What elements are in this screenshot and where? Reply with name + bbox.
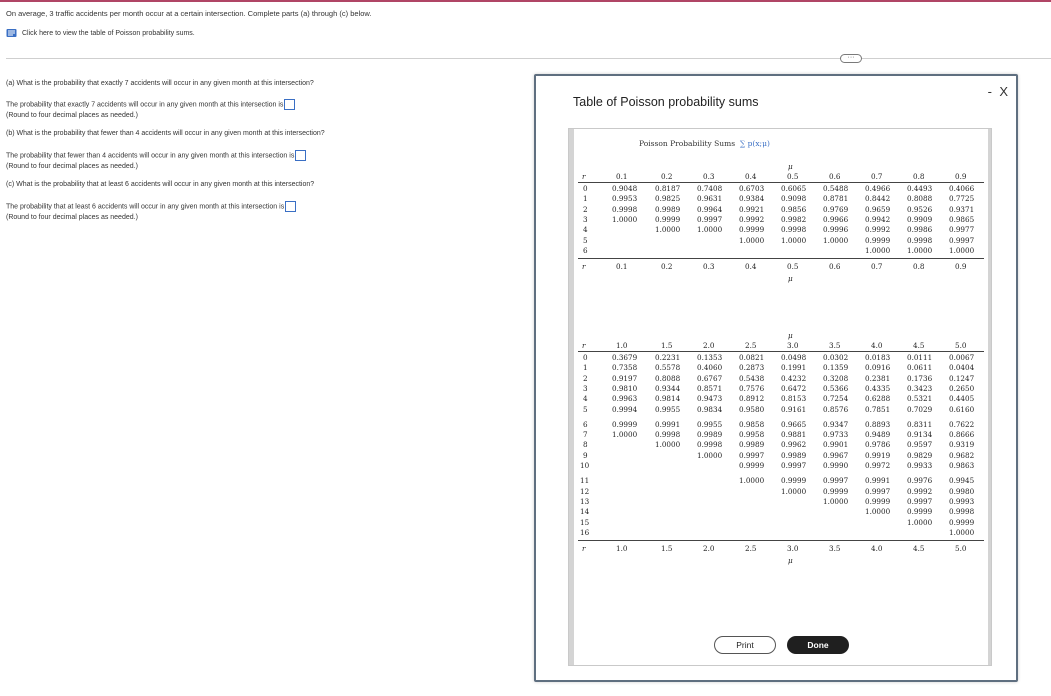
mu-column-footer: 5.0: [955, 544, 967, 554]
probability-cell: 0.2873: [739, 363, 765, 373]
mu-column-header: 0.1: [616, 172, 628, 181]
probability-cell: 0.9982: [781, 214, 807, 224]
probability-cell: 0.9858: [739, 419, 765, 429]
header-rule: [578, 351, 984, 352]
probability-cell: 0.9733: [823, 430, 849, 440]
probability-cell: 0.0067: [949, 353, 975, 362]
mu-column-footer: 0.8: [913, 262, 925, 272]
probability-cell: 0.9786: [865, 440, 891, 450]
mu-column-header: 3.5: [829, 341, 841, 350]
probability-cell: 1.0000: [823, 235, 849, 245]
mu-column-footer: 2.0: [703, 544, 715, 554]
probability-cell: 0.9989: [655, 204, 681, 214]
probability-cell: 0.9997: [739, 450, 765, 460]
probability-cell: 0.0498: [781, 353, 807, 362]
probability-cell: 1.0000: [907, 517, 933, 527]
row-label-r: 3: [583, 383, 588, 393]
mu-column-footer: 3.5: [829, 544, 841, 554]
probability-cell: 0.9098: [781, 194, 807, 204]
probability-cell: 0.1247: [949, 373, 975, 383]
probability-cell: 0.7851: [865, 404, 891, 414]
probability-cell: 0.9997: [781, 461, 807, 470]
probability-cell: 0.9999: [865, 235, 891, 245]
probability-cell: 1.0000: [697, 225, 723, 235]
probability-cell: 0.9977: [949, 225, 975, 235]
mu-column-footer: 0.4: [745, 262, 757, 272]
mu-column-footer: 0.9: [955, 262, 967, 272]
probability-cell: 0.0611: [907, 363, 933, 373]
probability-cell: 0.0302: [823, 353, 849, 362]
mu-column-footer: 1.0: [616, 544, 628, 554]
probability-cell: 0.9526: [907, 204, 933, 214]
probability-cell: 0.9659: [865, 204, 891, 214]
probability-cell: 0.9998: [697, 440, 723, 450]
probability-cell: 0.2381: [865, 373, 891, 383]
row-label-r: 8: [583, 440, 588, 450]
probability-cell: 0.9997: [823, 476, 849, 486]
probability-cell: 0.9580: [739, 404, 765, 414]
probability-cell: 0.3208: [823, 373, 849, 383]
probability-cell: 0.8893: [865, 419, 891, 429]
question-c-answer: [6, 201, 296, 212]
probability-cell: 0.6288: [865, 394, 891, 404]
probability-cell: 0.9999: [781, 476, 807, 486]
r-header: r: [582, 341, 586, 350]
question-b-answer-text: The probability that fewer than 4 accidents will occur in any given month at this intersection is: [6, 152, 295, 160]
question-a-answer: [6, 99, 295, 110]
section-divider: [6, 58, 1051, 59]
probability-cell: 1.0000: [865, 245, 891, 255]
probability-cell: 0.9962: [781, 440, 807, 450]
top-accent-line: [0, 0, 1051, 2]
header-rule: [578, 182, 984, 183]
probability-cell: 0.0404: [949, 363, 975, 373]
probability-cell: 0.8088: [655, 373, 681, 383]
mu-column-header: 0.6: [829, 172, 841, 181]
answer-input-a[interactable]: [284, 99, 295, 110]
probability-cell: 0.9901: [823, 440, 849, 450]
probability-cell: 0.8088: [907, 194, 933, 204]
probability-cell: 0.9810: [612, 383, 638, 393]
probability-cell: 0.9999: [612, 419, 638, 429]
table-link-label[interactable]: Click here to view the table of Poisson probability sums.: [22, 29, 195, 37]
probability-cell: 0.9371: [949, 204, 975, 214]
probability-cell: 0.9933: [907, 461, 933, 470]
probability-cell: 0.9631: [697, 194, 723, 204]
row-label-r: 1: [583, 194, 588, 204]
mu-column-footer: 0.7: [871, 262, 883, 272]
probability-cell: 0.2650: [949, 383, 975, 393]
probability-cell: 1.0000: [949, 245, 975, 255]
probability-cell: 0.7254: [823, 394, 849, 404]
probability-cell: 0.9992: [739, 214, 765, 224]
mu-column-header: 0.2: [661, 172, 673, 181]
row-label-r: 11: [580, 476, 590, 486]
probability-cell: 0.4060: [697, 363, 723, 373]
probability-cell: 1.0000: [612, 214, 638, 224]
probability-cell: 0.9909: [907, 214, 933, 224]
probability-cell: 0.9384: [739, 194, 765, 204]
probability-cell: 0.9980: [949, 486, 975, 496]
probability-cell: 0.7358: [612, 363, 638, 373]
probability-cell: 0.9197: [612, 373, 638, 383]
mu-column-header: 1.5: [661, 341, 673, 350]
mu-column-header: 2.0: [703, 341, 715, 350]
row-label-r: 13: [580, 496, 590, 506]
mu-header: μ: [788, 331, 793, 340]
probability-cell: 0.7576: [739, 383, 765, 393]
probability-cell: 0.7408: [697, 184, 723, 193]
mu-column-header: 0.7: [871, 172, 883, 181]
mu-column-header: 0.5: [787, 172, 799, 181]
probability-cell: 0.0821: [739, 353, 765, 362]
probability-cell: 0.9134: [907, 430, 933, 440]
probability-cell: 0.4966: [865, 184, 891, 193]
minimize-button[interactable]: -: [987, 84, 992, 99]
probability-cell: 0.9996: [823, 225, 849, 235]
probability-cell: 0.8571: [697, 383, 723, 393]
probability-cell: 0.9489: [865, 430, 891, 440]
probability-cell: 0.9998: [907, 235, 933, 245]
question-c-answer-text: The probability that at least 6 accidents will occur in any given month at this intersection is: [6, 203, 285, 211]
probability-cell: 0.9992: [865, 225, 891, 235]
probability-cell: 0.8187: [655, 184, 681, 193]
probability-cell: 0.7029: [907, 404, 933, 414]
probability-cell: 0.9999: [739, 225, 765, 235]
dialog-title: Table of Poisson probability sums: [573, 95, 759, 109]
probability-cell: 0.1359: [823, 363, 849, 373]
probability-cell: 0.9865: [949, 214, 975, 224]
probability-cell: 0.0111: [907, 353, 933, 362]
probability-cell: 0.6703: [739, 184, 765, 193]
probability-cell: 0.5321: [907, 394, 933, 404]
probability-cell: 0.9997: [907, 496, 933, 506]
probability-cell: 0.8153: [781, 394, 807, 404]
mu-column-footer: 0.5: [787, 262, 799, 272]
probability-cell: 0.7622: [949, 419, 975, 429]
mu-footer: μ: [788, 556, 793, 566]
probability-cell: 0.5366: [823, 383, 849, 393]
mu-column-header: 5.0: [955, 341, 967, 350]
probability-cell: 0.9999: [655, 214, 681, 224]
mu-column-footer: 1.5: [661, 544, 673, 554]
probability-cell: 0.0183: [865, 353, 891, 362]
probability-cell: 0.9997: [697, 214, 723, 224]
table-title: [639, 139, 770, 148]
row-label-r: 2: [583, 373, 588, 383]
row-label-r: 5: [583, 404, 588, 414]
question-a-prompt: (a) What is the probability that exactly 7 accidents will occur in any given month at this intersection?: [6, 80, 314, 87]
probability-cell: 0.9999: [907, 507, 933, 517]
probability-cell: 0.1353: [697, 353, 723, 362]
question-c-prompt: (c) What is the probability that at least 6 accidents will occur in any given month at this intersection?: [6, 181, 315, 188]
probability-cell: 0.9998: [612, 204, 638, 214]
r-footer: r: [582, 262, 586, 272]
probability-cell: 0.5578: [655, 363, 681, 373]
row-label-r: 14: [580, 507, 590, 517]
mu-column-header: 1.0: [616, 341, 628, 350]
mu-column-header: 3.0: [787, 341, 799, 350]
probability-cell: 0.9999: [949, 517, 975, 527]
row-label-r: 6: [583, 419, 588, 429]
probability-cell: 0.8576: [823, 404, 849, 414]
probability-cell: 0.9347: [823, 419, 849, 429]
mu-column-footer: 0.1: [616, 262, 628, 272]
mu-column-header: 0.3: [703, 172, 715, 181]
question-c-note: (Round to four decimal places as needed.): [6, 214, 138, 221]
probability-cell: 0.9825: [655, 194, 681, 204]
sum-expression: p(x;μ): [747, 139, 770, 148]
mu-column-footer: 4.0: [871, 544, 883, 554]
probability-cell: 0.9989: [697, 430, 723, 440]
probability-cell: 0.9955: [697, 419, 723, 429]
probability-cell: 0.9992: [907, 486, 933, 496]
probability-cell: 0.9991: [655, 419, 681, 429]
probability-cell: 0.9994: [612, 404, 638, 414]
mu-footer: μ: [788, 274, 793, 284]
row-label-r: 5: [583, 235, 588, 245]
probability-cell: 0.0916: [865, 363, 891, 373]
mu-column-footer: 0.2: [661, 262, 673, 272]
row-label-r: 15: [580, 517, 590, 527]
probability-cell: 1.0000: [865, 507, 891, 517]
table-icon: [6, 28, 18, 38]
probability-cell: 0.9999: [865, 496, 891, 506]
probability-cell: 0.9998: [655, 430, 681, 440]
probability-cell: 0.8442: [865, 194, 891, 204]
probability-cell: 0.9682: [949, 450, 975, 460]
probability-cell: 1.0000: [739, 476, 765, 486]
row-label-r: 7: [583, 430, 588, 440]
probability-cell: 0.4493: [907, 184, 933, 193]
probability-cell: 0.9972: [865, 461, 891, 470]
row-label-r: 0: [583, 184, 588, 193]
probability-cell: 0.9997: [949, 235, 975, 245]
probability-cell: 0.9921: [739, 204, 765, 214]
mu-header: μ: [788, 162, 793, 171]
probability-cell: 1.0000: [739, 235, 765, 245]
probability-cell: 0.3679: [612, 353, 638, 362]
probability-cell: 0.9990: [823, 461, 849, 470]
probability-cell: 0.9856: [781, 204, 807, 214]
probability-cell: 0.9963: [612, 394, 638, 404]
probability-cell: 0.9344: [655, 383, 681, 393]
probability-cell: 0.5438: [739, 373, 765, 383]
drag-handle[interactable]: ···: [840, 54, 862, 63]
problem-intro: On average, 3 traffic accidents per month occur at a certain intersection. Complete parts (a) through (c) below.: [6, 9, 372, 18]
probability-cell: 0.7725: [949, 194, 975, 204]
probability-cell: 0.6767: [697, 373, 723, 383]
probability-cell: 0.9863: [949, 461, 975, 470]
mu-column-footer: 3.0: [787, 544, 799, 554]
row-label-r: 10: [580, 461, 590, 470]
row-label-r: 12: [580, 486, 590, 496]
close-button[interactable]: X: [999, 84, 1008, 99]
poisson-table-dialog: [534, 74, 1018, 682]
probability-cell: 0.9993: [949, 496, 975, 506]
table-page: [574, 129, 988, 666]
probability-cell: 0.4232: [781, 373, 807, 383]
question-b-prompt: (b) What is the probability that fewer than 4 accidents will occur in any given month at this intersection?: [6, 130, 325, 137]
probability-cell: 0.9986: [907, 225, 933, 235]
r-header: r: [582, 172, 586, 181]
probability-cell: 0.9958: [739, 430, 765, 440]
row-label-r: 16: [580, 527, 590, 537]
probability-cell: 0.9161: [781, 404, 807, 414]
probability-cell: 0.4335: [865, 383, 891, 393]
probability-cell: 0.9834: [697, 404, 723, 414]
row-label-r: 6: [583, 245, 588, 255]
probability-cell: 0.9597: [907, 440, 933, 450]
row-label-r: 0: [583, 353, 588, 362]
r-footer: r: [582, 544, 586, 554]
mu-column-header: 0.8: [913, 172, 925, 181]
mu-column-footer: 4.5: [913, 544, 925, 554]
probability-cell: 0.9473: [697, 394, 723, 404]
question-a-answer-text: The probability that exactly 7 accidents will occur in any given month at this intersection is: [6, 101, 284, 109]
probability-cell: 0.9945: [949, 476, 975, 486]
probability-cell: 1.0000: [823, 496, 849, 506]
probability-cell: 0.8781: [823, 194, 849, 204]
probability-cell: 1.0000: [907, 245, 933, 255]
question-b-note: (Round to four decimal places as needed.): [6, 163, 138, 170]
probability-cell: 0.9999: [739, 461, 765, 470]
row-label-r: 1: [583, 363, 588, 373]
probability-cell: 0.9964: [697, 204, 723, 214]
row-label-r: 2: [583, 204, 588, 214]
row-label-r: 4: [583, 225, 588, 235]
question-b-answer: [6, 150, 306, 161]
probability-cell: 0.9966: [823, 214, 849, 224]
probability-cell: 1.0000: [655, 440, 681, 450]
row-label-r: 3: [583, 214, 588, 224]
done-button[interactable]: Done: [787, 636, 849, 654]
probability-cell: 0.9665: [781, 419, 807, 429]
probability-cell: 0.6160: [949, 404, 975, 414]
table-title-label: Poisson Probability Sums: [639, 139, 736, 148]
probability-cell: 1.0000: [612, 430, 638, 440]
mu-column-header: 4.0: [871, 341, 883, 350]
probability-cell: 0.9769: [823, 204, 849, 214]
probability-cell: 0.8912: [739, 394, 765, 404]
footer-rule: [578, 540, 984, 541]
probability-cell: 0.9989: [781, 450, 807, 460]
probability-cell: 0.9997: [865, 486, 891, 496]
probability-cell: 0.8311: [907, 419, 933, 429]
probability-cell: 0.9955: [655, 404, 681, 414]
probability-cell: 0.6065: [781, 184, 807, 193]
probability-cell: 0.9919: [865, 450, 891, 460]
probability-cell: 0.9829: [907, 450, 933, 460]
mu-column-footer: 0.3: [703, 262, 715, 272]
probability-cell: 0.9967: [823, 450, 849, 460]
probability-cell: 0.9989: [739, 440, 765, 450]
probability-cell: 0.9998: [781, 225, 807, 235]
probability-cell: 1.0000: [697, 450, 723, 460]
probability-cell: 0.6472: [781, 383, 807, 393]
probability-cell: 0.9048: [612, 184, 638, 193]
probability-cell: 0.4066: [949, 184, 975, 193]
probability-cell: 0.9999: [823, 486, 849, 496]
probability-cell: 0.9991: [865, 476, 891, 486]
probability-cell: 0.9814: [655, 394, 681, 404]
mu-column-header: 0.4: [745, 172, 757, 181]
probability-cell: 1.0000: [949, 527, 975, 537]
table-scroll-area[interactable]: [568, 128, 992, 666]
mu-column-header: 4.5: [913, 341, 925, 350]
mu-column-footer: 2.5: [745, 544, 757, 554]
probability-cell: 0.2231: [655, 353, 681, 362]
mu-column-header: 0.9: [955, 172, 967, 181]
answer-input-b[interactable]: [295, 150, 306, 161]
probability-cell: 0.5488: [823, 184, 849, 193]
question-a-note: (Round to four decimal places as needed.): [6, 112, 138, 119]
sum-symbol-icon: ∑: [737, 139, 748, 148]
mu-column-header: 2.5: [745, 341, 757, 350]
print-button[interactable]: Print: [714, 636, 776, 654]
probability-cell: 1.0000: [655, 225, 681, 235]
probability-cell: 0.1991: [781, 363, 807, 373]
probability-cell: 0.9976: [907, 476, 933, 486]
probability-cell: 0.9942: [865, 214, 891, 224]
probability-cell: 0.3423: [907, 383, 933, 393]
probability-cell: 0.9881: [781, 430, 807, 440]
probability-cell: 0.4405: [949, 394, 975, 404]
answer-input-c[interactable]: [285, 201, 296, 212]
probability-cell: 0.8666: [949, 430, 975, 440]
probability-cell: 0.9953: [612, 194, 638, 204]
row-label-r: 9: [583, 450, 588, 460]
mu-column-footer: 0.6: [829, 262, 841, 272]
probability-cell: 0.1736: [907, 373, 933, 383]
probability-cell: 1.0000: [781, 235, 807, 245]
probability-cell: 1.0000: [781, 486, 807, 496]
poisson-table-link[interactable]: [6, 28, 195, 38]
footer-rule: [578, 258, 984, 259]
probability-cell: 0.9998: [949, 507, 975, 517]
probability-cell: 0.9319: [949, 440, 975, 450]
row-label-r: 4: [583, 394, 588, 404]
